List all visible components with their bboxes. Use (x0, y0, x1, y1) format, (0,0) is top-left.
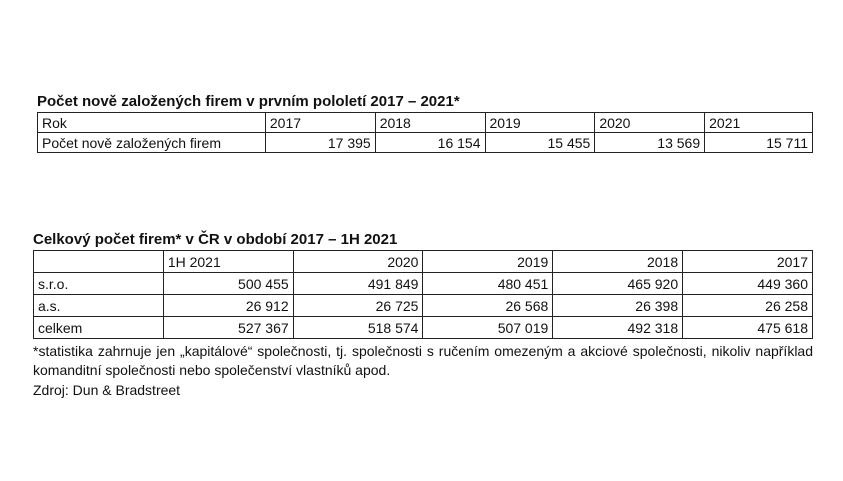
value-cell: 449 360 (683, 273, 813, 295)
value-cell: 13 569 (595, 133, 705, 153)
value-cell: 527 367 (163, 317, 293, 339)
table-row (38, 133, 813, 153)
value-cell: 518 574 (293, 317, 423, 339)
table2-title: Celkový počet firem* v ČR v období 2017 – 1H 2021 (33, 231, 398, 248)
total-firms-table (33, 250, 813, 339)
value-cell: 26 912 (163, 295, 293, 317)
value-cell: 500 455 (163, 273, 293, 295)
header-cell: 2020 (293, 251, 423, 273)
table-row (34, 317, 813, 339)
value-cell: 26 725 (293, 295, 423, 317)
table-header-row (34, 251, 813, 273)
header-cell: 2021 (705, 113, 813, 133)
row-label: s.r.o. (34, 273, 164, 295)
value-cell: 26 568 (423, 295, 553, 317)
value-cell: 15 711 (705, 133, 813, 153)
value-cell: 26 258 (683, 295, 813, 317)
value-cell: 15 455 (485, 133, 595, 153)
value-cell: 492 318 (553, 317, 683, 339)
table-row (34, 295, 813, 317)
header-cell: 2018 (375, 113, 485, 133)
header-cell: 2017 (683, 251, 813, 273)
header-cell: 2019 (423, 251, 553, 273)
value-cell: 465 920 (553, 273, 683, 295)
value-cell: 507 019 (423, 317, 553, 339)
header-cell: 2020 (595, 113, 705, 133)
value-cell: 17 395 (265, 133, 375, 153)
row-label: celkem (34, 317, 164, 339)
table1-title: Počet nově založených firem v prvním pololetí 2017 – 2021* (37, 93, 460, 110)
new-firms-table (37, 112, 813, 153)
value-cell: 480 451 (423, 273, 553, 295)
value-cell: 26 398 (553, 295, 683, 317)
value-cell: 491 849 (293, 273, 423, 295)
header-cell: 2018 (553, 251, 683, 273)
table-row (34, 273, 813, 295)
table-header-row (38, 113, 813, 133)
row-label: Počet nově založených firem (38, 133, 266, 153)
value-cell: 16 154 (375, 133, 485, 153)
value-cell: 475 618 (683, 317, 813, 339)
header-cell: 2017 (265, 113, 375, 133)
header-cell: 1H 2021 (163, 251, 293, 273)
row-label: a.s. (34, 295, 164, 317)
header-cell: 2019 (485, 113, 595, 133)
header-cell: Rok (38, 113, 266, 133)
footnote: *statistika zahrnuje jen „kapitálové“ společnosti, tj. společnosti s ručením omezeným a akciové společnosti, nikoliv například komanditní společnosti nebo společenství vlastníků apod. (33, 343, 813, 378)
header-cell (34, 251, 164, 273)
source-note: Zdroj: Dun & Bradstreet (33, 382, 181, 398)
